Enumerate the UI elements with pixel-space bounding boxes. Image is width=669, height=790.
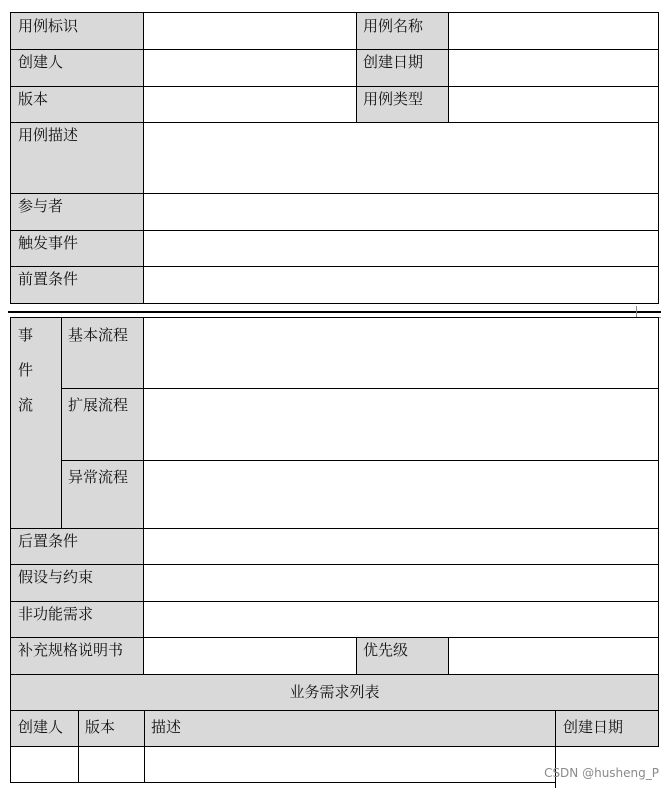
table-rule [10, 674, 659, 675]
extended-flow-label: 扩展流程 [61, 388, 143, 460]
use-case-type-value[interactable] [448, 86, 658, 122]
table-rule [10, 12, 659, 13]
basic-flow-label: 基本流程 [61, 318, 143, 388]
table-rule [10, 49, 659, 50]
assumptions-label: 假设与约束 [11, 564, 143, 601]
exception-flow-value[interactable] [143, 460, 658, 528]
supplementary-spec-label: 补充规格说明书 [11, 637, 143, 674]
table-rule [10, 303, 659, 304]
table-rule [10, 193, 659, 194]
requirements-list-title: 业务需求列表 [11, 674, 658, 710]
table-rule [144, 710, 145, 783]
basic-flow-value[interactable] [143, 318, 658, 388]
table-rule [61, 388, 659, 389]
creation-date-label: 创建日期 [356, 49, 448, 86]
table-rule [448, 637, 449, 675]
column-header-description: 描述 [144, 710, 556, 746]
use-case-id-label: 用例标识 [11, 13, 143, 49]
nonfunctional-value[interactable] [143, 601, 658, 637]
precondition-label: 前置条件 [11, 266, 143, 303]
use-case-id-value[interactable] [143, 13, 356, 49]
assumptions-value[interactable] [143, 564, 658, 601]
priority-label: 优先级 [356, 637, 448, 674]
table-rule [10, 710, 659, 711]
page-break-mark [636, 306, 637, 317]
table-rule [61, 317, 62, 529]
use-case-type-label: 用例类型 [356, 86, 448, 122]
event-flow-char: 事 [18, 326, 34, 344]
table-rule [10, 230, 659, 231]
table-rule [10, 528, 659, 529]
table-rule [448, 12, 449, 123]
watermark: CSDN @husheng_P [544, 766, 659, 780]
table-rule [78, 710, 79, 783]
page-break-line [8, 311, 661, 313]
column-header-creation-date: 创建日期 [556, 710, 658, 746]
use-case-name-value[interactable] [448, 13, 658, 49]
event-flow-label [11, 318, 61, 528]
event-flow-char: 流 [18, 396, 34, 414]
table-rule [658, 12, 659, 304]
creation-date-value[interactable] [448, 49, 658, 86]
table-rule [143, 317, 144, 675]
description-value[interactable] [143, 122, 658, 193]
requirement-cell-version[interactable] [78, 746, 144, 782]
actors-value[interactable] [143, 193, 658, 230]
table-rule [143, 12, 144, 304]
table-rule [356, 12, 357, 123]
postcondition-value[interactable] [143, 528, 658, 564]
column-header-version: 版本 [78, 710, 144, 746]
precondition-value[interactable] [143, 266, 658, 303]
version-value[interactable] [143, 86, 356, 122]
description-label: 用例描述 [11, 122, 143, 193]
table-rule [658, 317, 659, 747]
exception-flow-label: 异常流程 [61, 460, 143, 528]
trigger-value[interactable] [143, 230, 658, 266]
table-rule [10, 317, 11, 783]
table-rule [10, 122, 659, 123]
table-rule [10, 637, 659, 638]
table-rule [10, 601, 659, 602]
actors-label: 参与者 [11, 193, 143, 230]
version-label: 版本 [11, 86, 143, 122]
event-flow-char: 件 [18, 361, 34, 379]
table-rule [10, 746, 659, 747]
table-rule [10, 782, 555, 783]
table-rule [356, 637, 357, 675]
supplementary-spec-value[interactable] [143, 637, 356, 674]
requirement-cell-creator[interactable] [11, 746, 78, 782]
table-rule [10, 317, 659, 318]
extended-flow-value[interactable] [143, 388, 658, 460]
postcondition-label: 后置条件 [11, 528, 143, 564]
requirement-cell-description[interactable] [144, 746, 556, 782]
table-rule [61, 460, 659, 461]
nonfunctional-label: 非功能需求 [11, 601, 143, 637]
creator-value[interactable] [143, 49, 356, 86]
table-rule [10, 564, 659, 565]
table-rule [10, 266, 659, 267]
creator-label: 创建人 [11, 49, 143, 86]
column-header-creator: 创建人 [11, 710, 78, 746]
table-rule [10, 86, 659, 87]
table-rule [10, 12, 11, 304]
use-case-name-label: 用例名称 [356, 13, 448, 49]
priority-value[interactable] [448, 637, 658, 674]
trigger-label: 触发事件 [11, 230, 143, 266]
